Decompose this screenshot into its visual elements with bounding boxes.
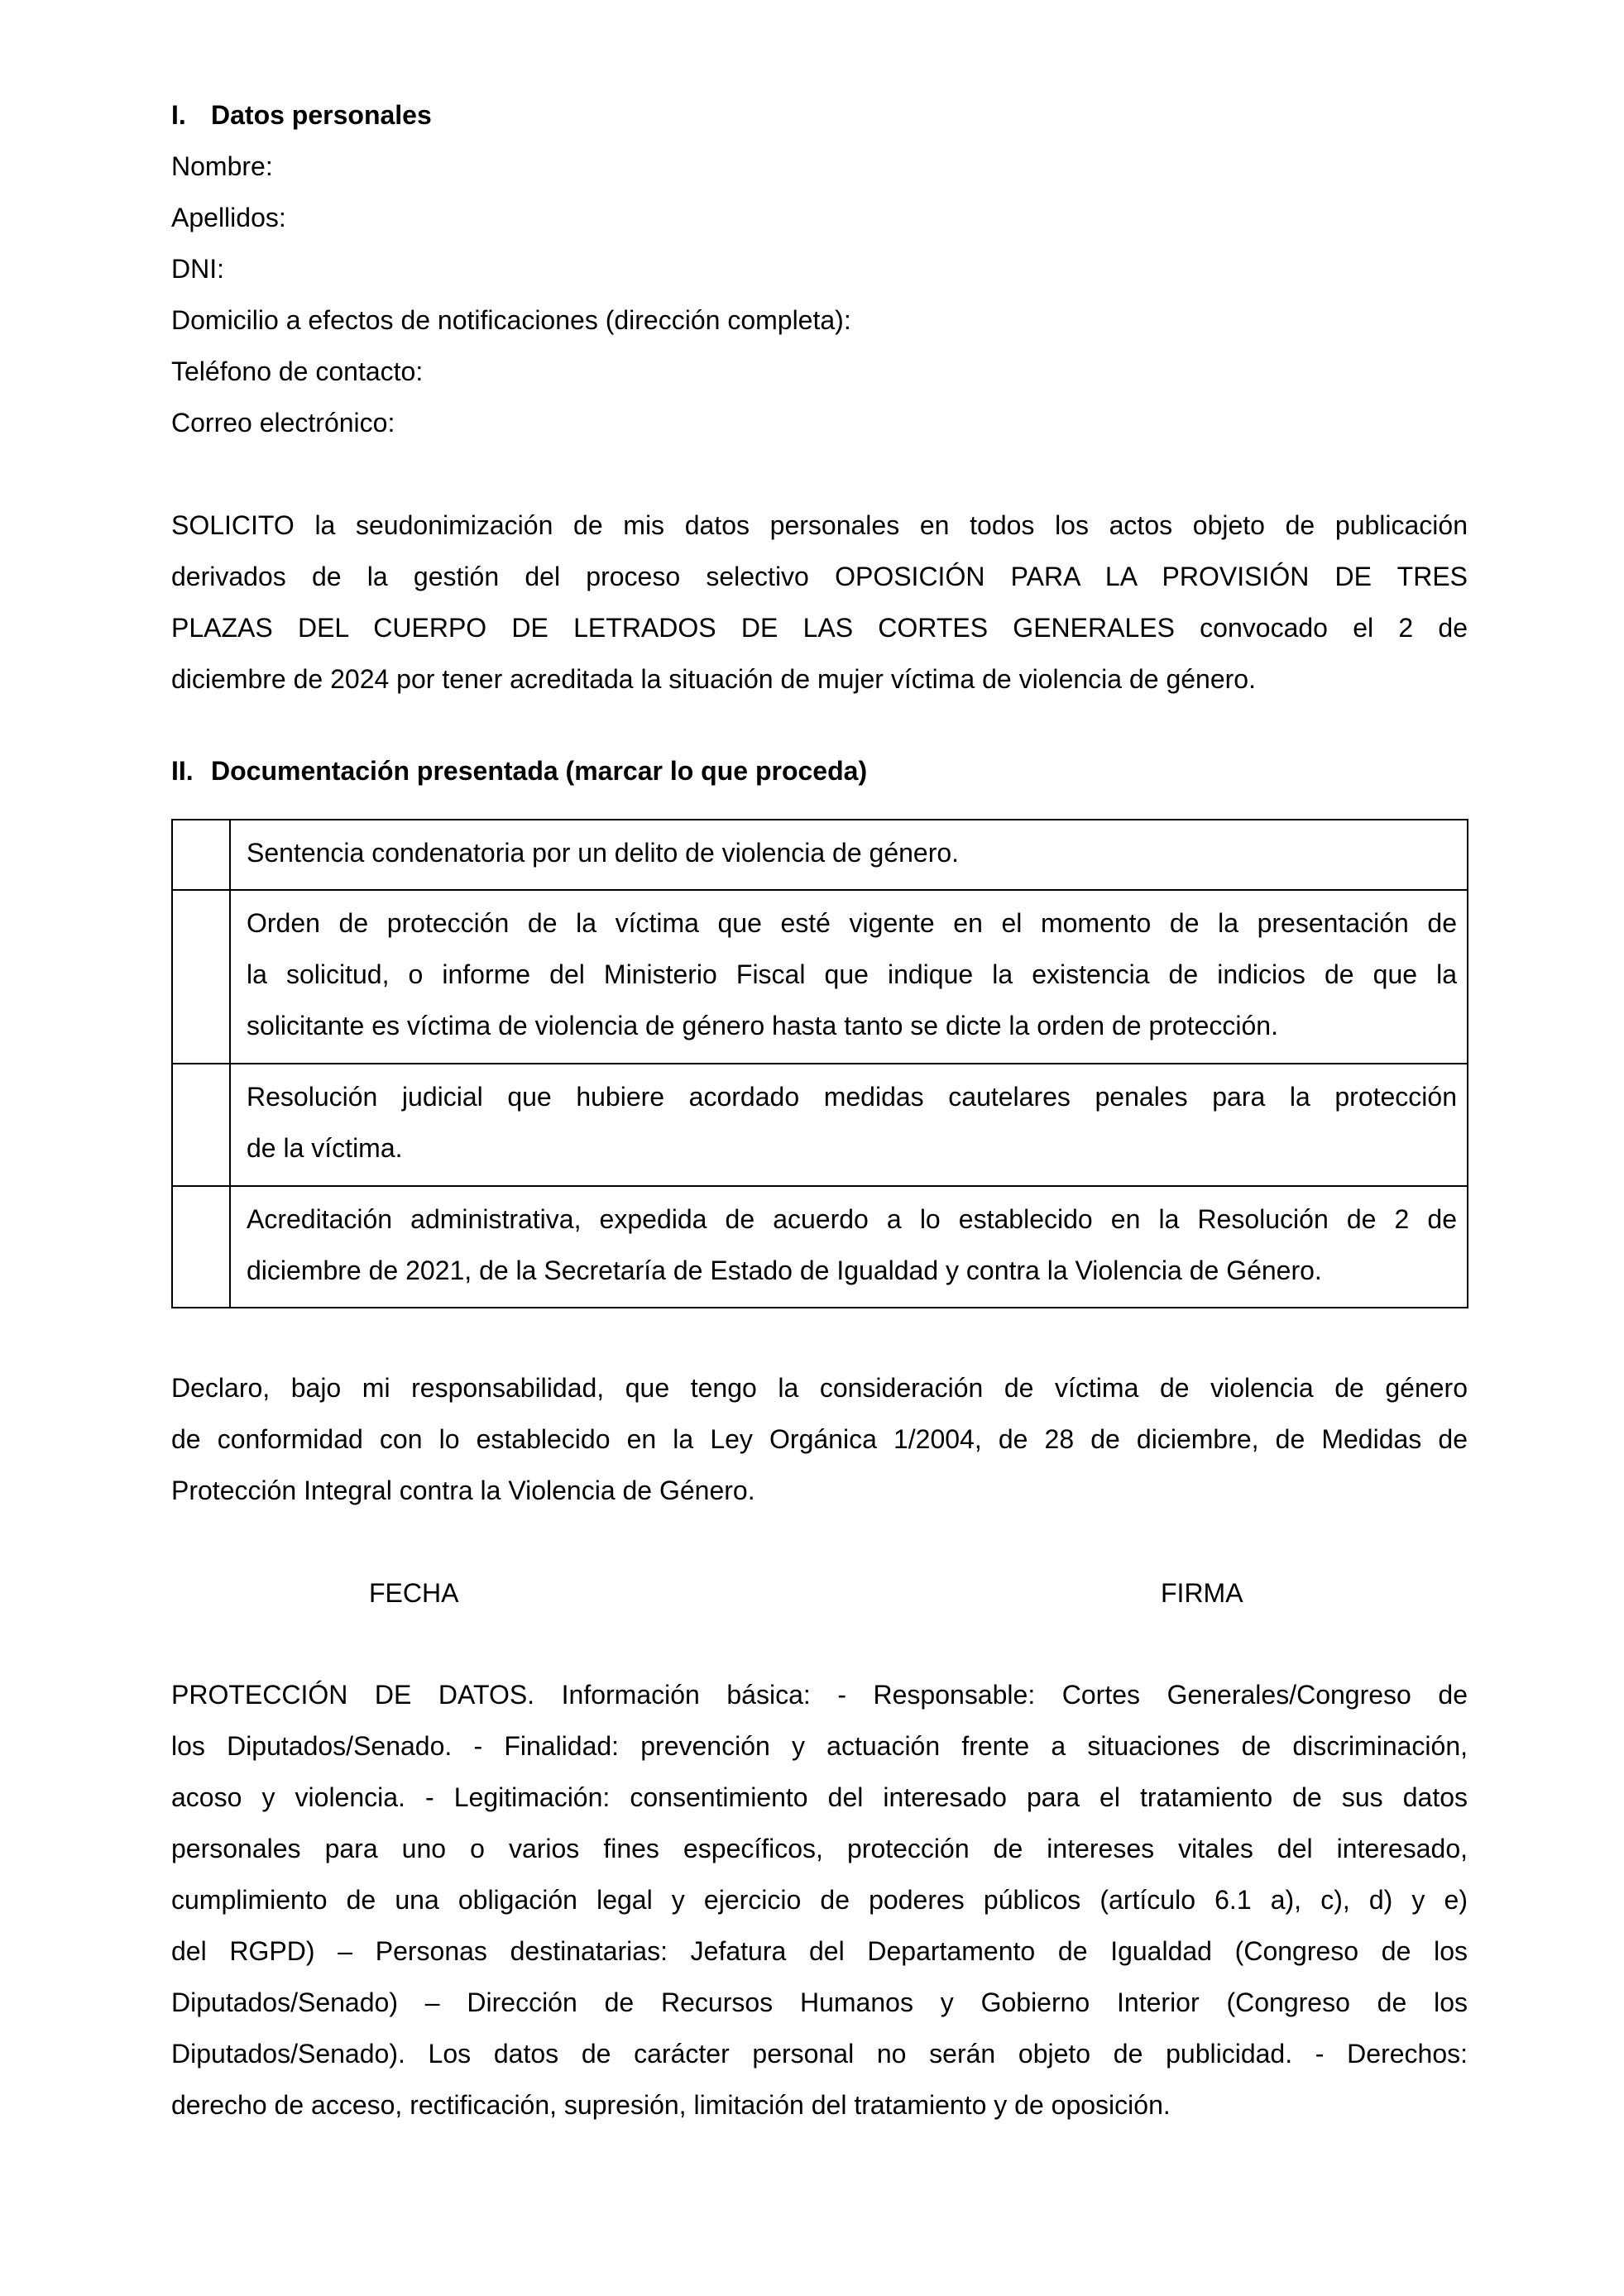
checkbox-cell[interactable] xyxy=(172,820,230,890)
section-heading-personal-data xyxy=(171,89,1468,141)
signature-label: FIRMA xyxy=(1161,1578,1243,1608)
document-option xyxy=(230,1186,1468,1308)
paragraph-line: de conformidad con lo establecido en la Ley Orgánica 1/2004, de 28 de diciembre, de Medidas de xyxy=(171,1424,1468,1454)
checkbox-cell[interactable] xyxy=(172,1186,230,1308)
document-option xyxy=(230,1064,1468,1186)
documentation-table xyxy=(171,819,1468,1308)
date-label: FECHA xyxy=(369,1578,459,1608)
field-label-domicilio: Domicilio a efectos de notificaciones (dirección completa): xyxy=(171,305,851,335)
paragraph-line: Declaro, bajo mi responsabilidad, que tengo la consideración de víctima de violencia de género xyxy=(171,1373,1468,1403)
paragraph-line: derivados de la gestión del proceso selectivo OPOSICIÓN PARA LA PROVISIÓN DE TRES xyxy=(171,562,1468,591)
field-label-telefono: Teléfono de contacto: xyxy=(171,356,424,386)
option-line: diciembre de 2021, de la Secretaría de Estado de Igualdad y contra la Violencia de Género. xyxy=(247,1256,1322,1285)
section-title: Documentación presentada (marcar lo que proceda) xyxy=(211,756,868,786)
paragraph-line: PROTECCIÓN DE DATOS. Información básica: - Responsable: Cortes Generales/Congreso de xyxy=(171,1680,1468,1710)
field-label-nombre: Nombre: xyxy=(171,151,273,181)
paragraph-line: del RGPD) – Personas destinatarias: Jefatura del Departamento de Igualdad (Congreso de los xyxy=(171,1936,1468,1966)
option-line: Acreditación administrativa, expedida de acuerdo a lo establecido en la Resolución de 2 de xyxy=(247,1204,1457,1234)
paragraph-line: Diputados/Senado). Los datos de carácter personal no serán objeto de publicidad. - Derechos: xyxy=(171,2039,1468,2069)
checkbox-cell[interactable] xyxy=(172,1064,230,1186)
table-row xyxy=(172,1186,1468,1308)
section-title: Datos personales xyxy=(211,100,432,130)
paragraph-line: cumplimiento de una obligación legal y ejercicio de poderes públicos (artículo 6.1 a), c), d) y e) xyxy=(171,1885,1468,1915)
option-line: solicitante es víctima de violencia de género hasta tanto se dicte la orden de protección. xyxy=(247,1011,1278,1040)
paragraph-line: diciembre de 2024 por tener acreditada la situación de mujer víctima de violencia de género. xyxy=(171,664,1256,694)
personal-data-section xyxy=(171,89,1468,448)
field-label-correo: Correo electrónico: xyxy=(171,408,395,438)
option-line: Orden de protección de la víctima que esté vigente en el momento de la presentación de xyxy=(247,908,1457,938)
paragraph-line: personales para uno o varios fines específicos, protección de intereses vitales del interesado, xyxy=(171,1834,1468,1863)
table-row xyxy=(172,1064,1468,1186)
paragraph-line: derecho de acceso, rectificación, supresión, limitación del tratamiento y de oposición. xyxy=(171,2090,1171,2120)
paragraph-line: SOLICITO la seudonimización de mis datos personales en todos los actos objeto de publicación xyxy=(171,510,1468,540)
field-label-apellidos: Apellidos: xyxy=(171,203,286,232)
document-option xyxy=(230,890,1468,1064)
section-heading-documentation xyxy=(171,745,1468,796)
checkbox-cell[interactable] xyxy=(172,890,230,1064)
field-label-dni: DNI: xyxy=(171,254,224,284)
request-paragraph xyxy=(171,500,1468,705)
data-protection-paragraph xyxy=(171,1669,1468,2131)
paragraph-line: PLAZAS DEL CUERPO DE LETRADOS DE LAS CORTES GENERALES convocado el 2 de xyxy=(171,613,1468,643)
section-number: I. xyxy=(171,100,186,130)
document-option xyxy=(230,820,1468,890)
paragraph-line: Diputados/Senado) – Dirección de Recursos Humanos y Gobierno Interior (Congreso de los xyxy=(171,1987,1468,2017)
option-line: Sentencia condenatoria por un delito de violencia de género. xyxy=(247,838,960,868)
option-line: Resolución judicial que hubiere acordado medidas cautelares penales para la protección xyxy=(247,1082,1457,1112)
table-row xyxy=(172,820,1468,890)
paragraph-line: los Diputados/Senado. - Finalidad: prevención y actuación frente a situaciones de discriminación, xyxy=(171,1731,1468,1761)
option-line: de la víctima. xyxy=(247,1133,403,1163)
section-number: II. xyxy=(171,756,194,786)
paragraph-line: acoso y violencia. - Legitimación: consentimiento del interesado para el tratamiento de sus datos xyxy=(171,1782,1468,1812)
option-line: la solicitud, o informe del Ministerio Fiscal que indique la existencia de indicios de que la xyxy=(247,959,1457,989)
paragraph-line: Protección Integral contra la Violencia de Género. xyxy=(171,1476,755,1505)
declaration-paragraph xyxy=(171,1362,1468,1516)
table-row xyxy=(172,890,1468,1064)
